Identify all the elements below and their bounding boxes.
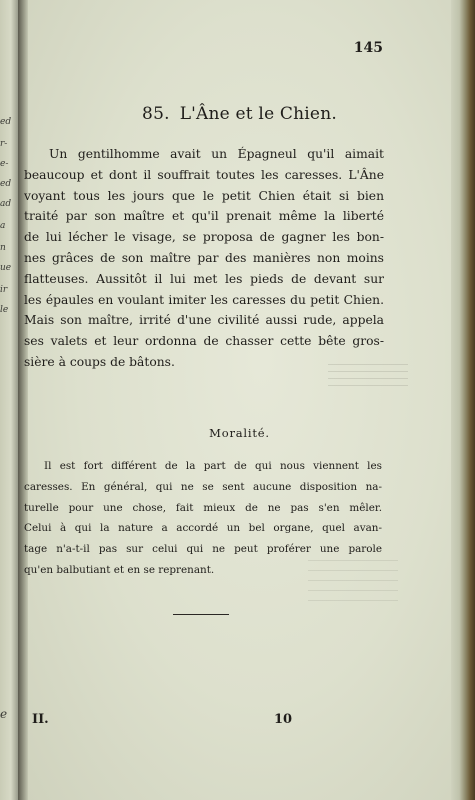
section-divider <box>173 614 229 615</box>
moral-line: caresses. En général, qui ne se sent aucune disposition na- <box>24 480 382 493</box>
fable-text <box>24 144 384 373</box>
previous-page-edge <box>0 0 18 800</box>
moral-line: qu'en balbutiant et en se reprenant. <box>24 563 215 576</box>
fable-line: ses valets et leur ordonna de chasser cette bête gros- <box>24 334 384 349</box>
show-through-text <box>308 560 398 610</box>
moral-line: Il est fort différent de la part de qui nous viennent les <box>44 460 382 472</box>
fable-line: de lui lécher le visage, se proposa de gagner les bon- <box>24 230 384 245</box>
fable-line: voyant tous les jours que le petit Chien était si bien <box>24 188 384 203</box>
gathering-number: 10 <box>274 712 293 727</box>
fable-line: les épaules en voulant imiter les caresses du petit Chien. <box>24 292 384 307</box>
fable-line: beaucoup et dont il souffrait toutes les caresses. L'Âne <box>24 167 384 182</box>
show-through-text <box>328 362 408 392</box>
previous-page-fragment: ad <box>0 199 12 209</box>
page-block-edge <box>451 0 475 800</box>
previous-page-fragment: le <box>0 305 9 315</box>
moral-line: turelle pour une chose, fait mieux de ne pas s'en mêler. <box>24 501 382 514</box>
book-page <box>24 0 451 800</box>
fable-line: Mais son maître, irrité d'une civilité aussi rude, appela <box>24 313 384 328</box>
previous-page-fragment: r- <box>0 139 8 149</box>
fable-title-text: L'Âne et le Chien. <box>179 104 337 124</box>
signature-mark: II. <box>32 712 49 727</box>
previous-page-fragment: ir <box>0 285 8 295</box>
fable-number: 85. <box>142 104 170 124</box>
previous-page-fragment: a <box>0 221 6 231</box>
fable-line: Un gentilhomme avait un Épagneul qu'il aimait <box>49 147 384 161</box>
moral-line: tage n'a-t-il pas sur celui qui ne peut proférer une parole <box>24 543 382 556</box>
previous-page-fragment: n <box>0 243 6 253</box>
fable-line: flatteuses. Aussitôt il lui met les pieds de devant sur <box>24 271 384 286</box>
book-gutter <box>18 0 28 800</box>
moral-heading: Moralité. <box>209 426 270 440</box>
fable-line: nes grâces de son maître par des manières non moins <box>24 250 384 265</box>
previous-page-fragment: ed <box>0 117 12 127</box>
fable-line: traité par son maître et qu'il prenait même la liberté <box>24 209 384 224</box>
previous-page-fragment: e <box>0 707 8 721</box>
previous-page-fragment: ue <box>0 263 12 273</box>
previous-page-fragment: ed <box>0 179 12 189</box>
fable-title <box>28 104 451 124</box>
previous-page-fragment: e- <box>0 159 9 169</box>
moral-line: Celui à qui la nature a accordé un bel organe, quel avan- <box>24 522 382 535</box>
fable-line: sière à coups de bâtons. <box>24 354 175 369</box>
page-number: 145 <box>353 40 383 56</box>
